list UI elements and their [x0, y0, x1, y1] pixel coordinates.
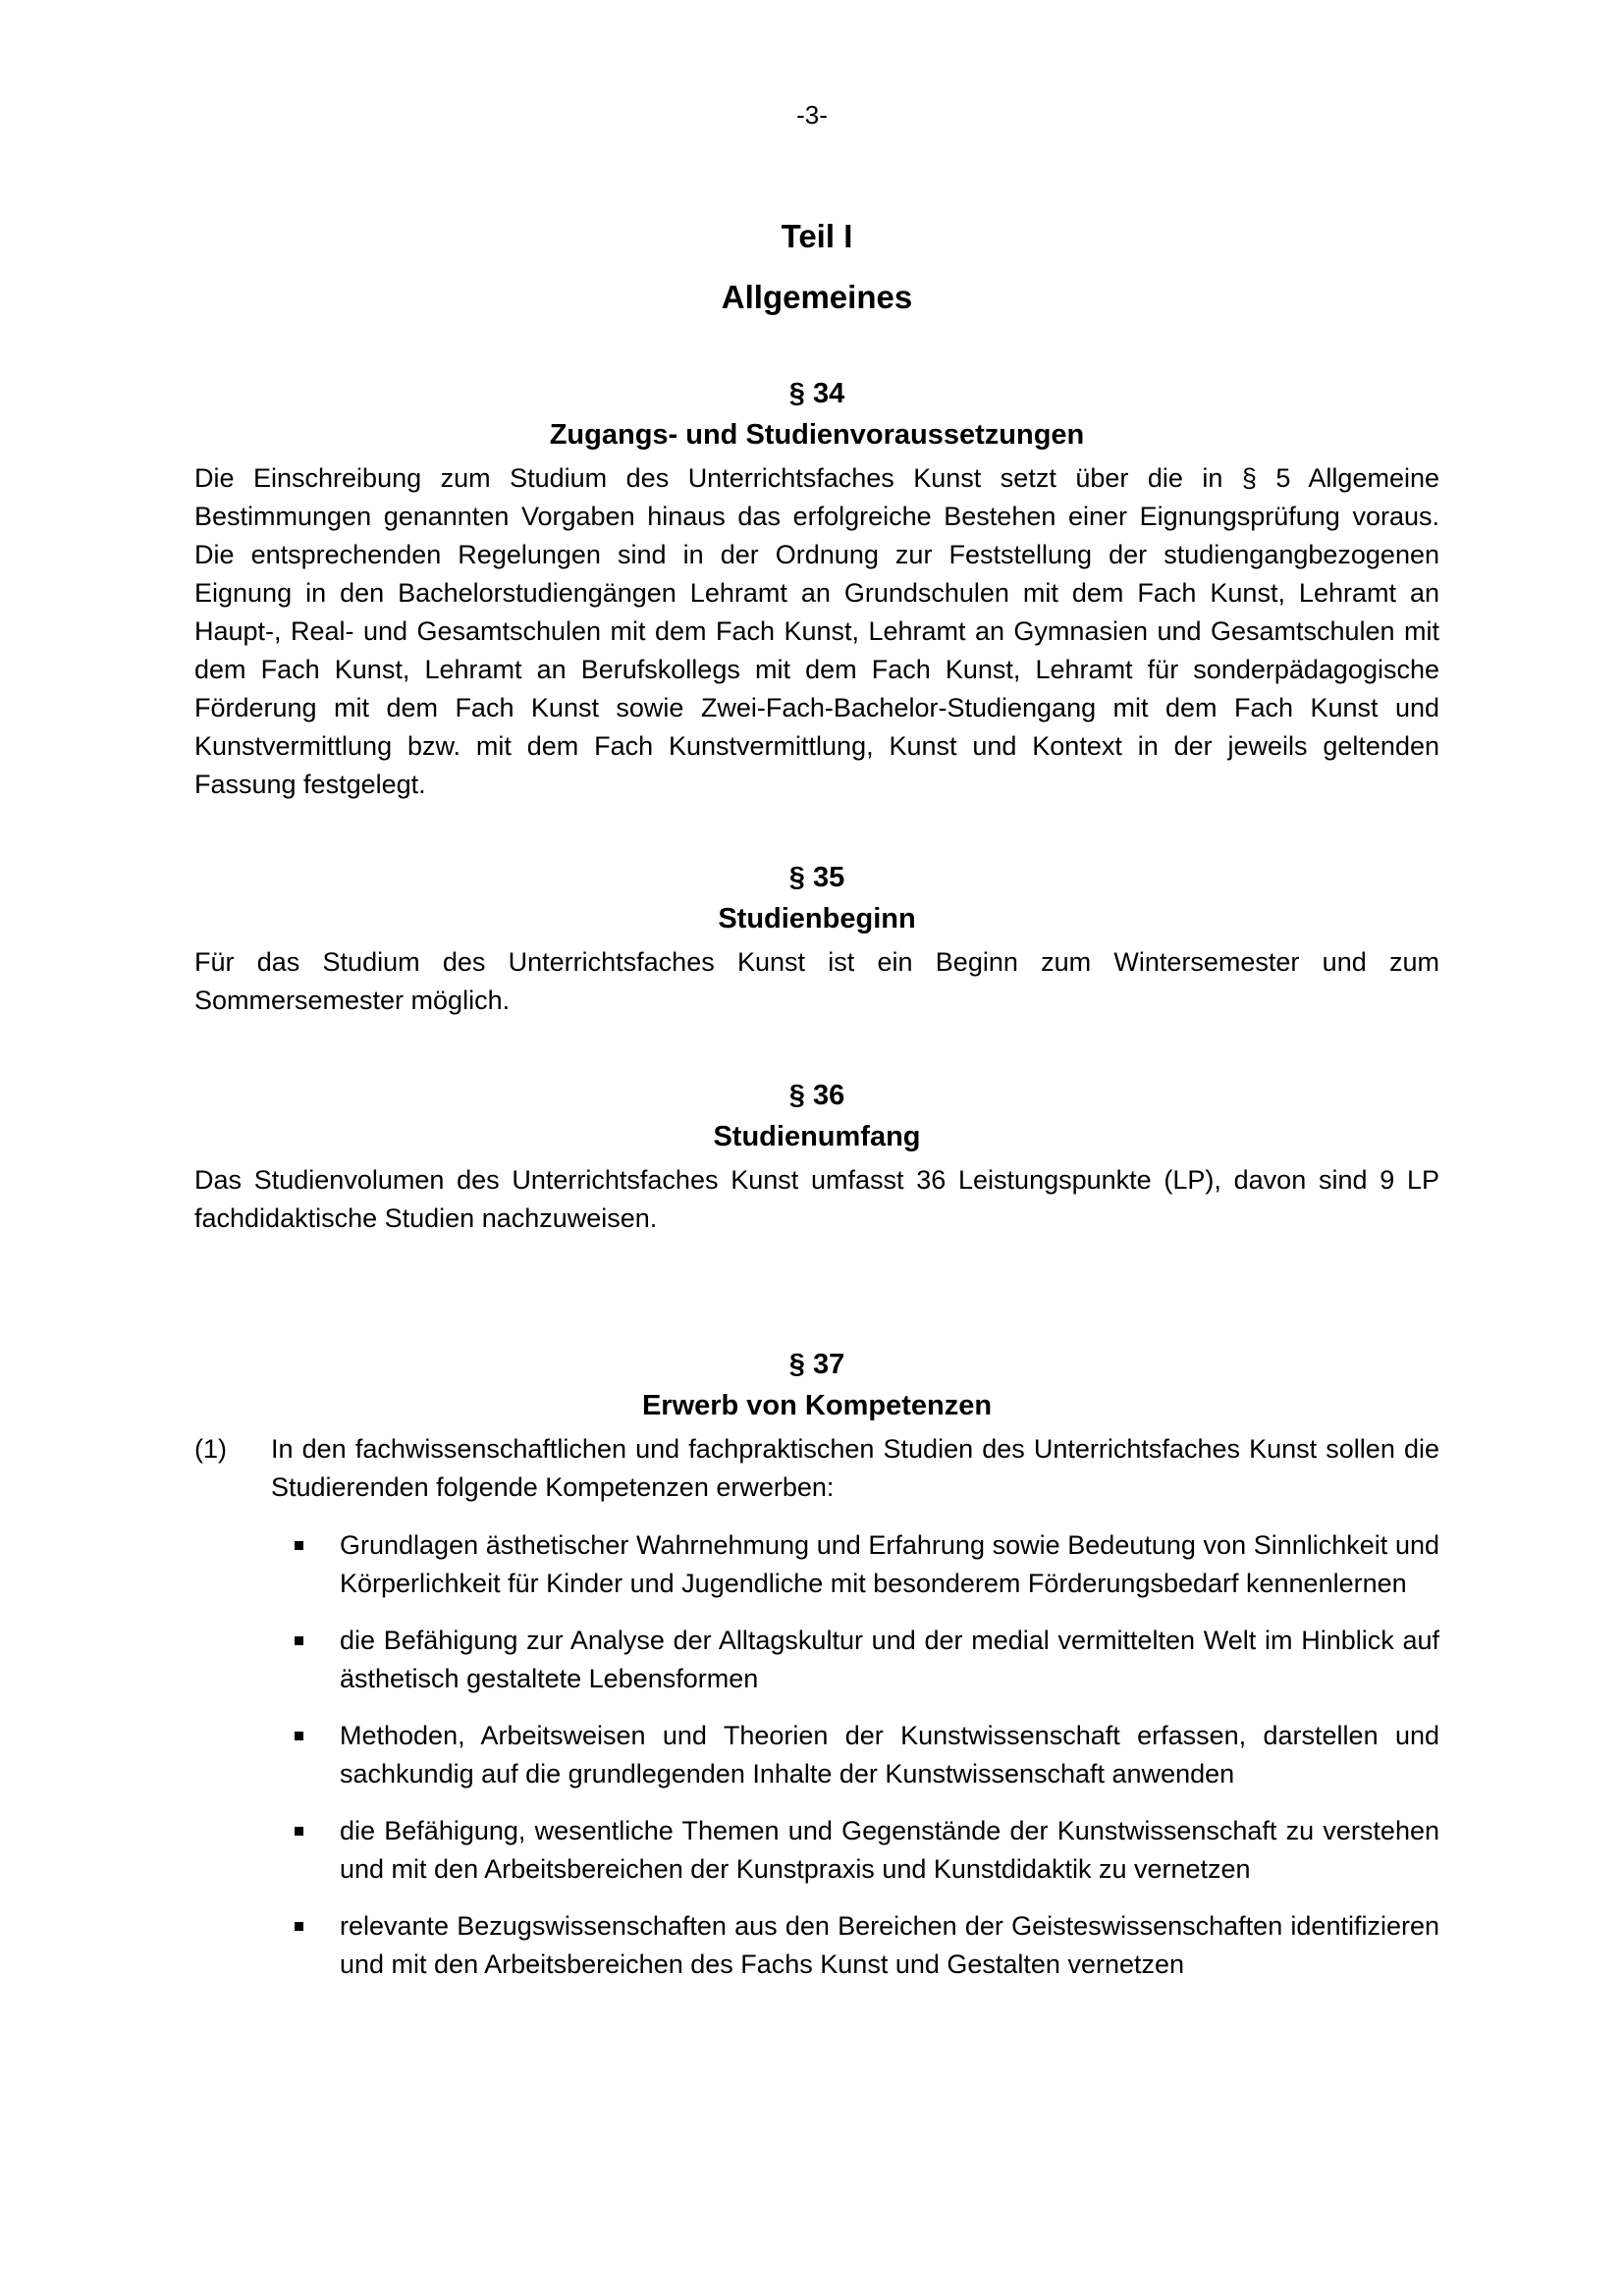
section-34	[194, 373, 1439, 804]
section-title: Erwerb von Kompetenzen	[641, 1390, 993, 1421]
section-35	[194, 857, 1439, 1020]
section-36	[194, 1075, 1439, 1238]
section-number: § 37	[788, 1349, 845, 1380]
part-subtitle: Allgemeines	[721, 279, 913, 315]
square-bullet-icon	[295, 1636, 303, 1645]
list-item-text: relevante Bezugswissenschaften aus den Bereichen der Geisteswissenschaften identifizieren und mit den Arbeitsbereichen des Fachs Kunst und Gestalten vernetzen	[340, 1911, 1439, 1979]
section-title: Studienbeginn	[718, 903, 916, 934]
section-paragraph: Die Einschreibung zum Studium des Unterrichtsfaches Kunst setzt über die in § 5 Allgemeine Bestimmungen genannten Vorgaben hinaus das erfolgreiche Bestehen einer Eignungsprüfung voraus. Die entsprechenden Regelungen sind in der Ordnung zur Feststellung der studiengangbezogenen Eignung in den Bachelorstudiengängen Lehramt an Grundschulen mit dem Fach Kunst, Lehramt an Haupt-, Real- und Gesamtschulen mit dem Fach Kunst, Lehramt an Gymnasien und Gesamtschulen mit dem Fach Kunst, Lehramt an Berufskollegs mit dem Fach Kunst, Lehramt für sonderpädagogische Förderung mit dem Fach Kunst sowie Zwei-Fach-Bachelor-Studiengang mit dem Fach Kunst und Kunstvermittlung bzw. mit dem Fach Kunstvermittlung, Kunst und Kontext in der jeweils geltenden Fassung festgelegt.	[194, 463, 1439, 799]
square-bullet-icon	[295, 1541, 303, 1550]
list-item-text: Grundlagen ästhetischer Wahrnehmung und Erfahrung sowie Bedeutung von Sinnlichkeit und Körperlichkeit für Kinder und Jugendliche mit besonderem Förderungsbedarf kennenlernen	[340, 1530, 1439, 1598]
section-paragraph: Für das Studium des Unterrichtsfaches Kunst ist ein Beginn zum Wintersemester und zum Sommersemester möglich.	[194, 947, 1439, 1015]
list-item-text: die Befähigung zur Analyse der Alltagskultur und der medial vermittelten Welt im Hinblick auf ästhetisch gestaltete Lebensformen	[340, 1626, 1439, 1693]
document-content	[194, 206, 1439, 2002]
section-number: § 35	[788, 862, 845, 893]
section-number: § 36	[788, 1080, 845, 1111]
page-number: -3-	[796, 100, 828, 130]
section-paragraph: Das Studienvolumen des Unterrichtsfaches Kunst umfasst 36 Leistungspunkte (LP), davon sind 9 LP fachdidaktische Studien nachzuweisen.	[194, 1165, 1439, 1233]
square-bullet-icon	[295, 1732, 303, 1740]
square-bullet-icon	[295, 1827, 303, 1836]
competence-list	[194, 1526, 1439, 1984]
list-item-text: Methoden, Arbeitsweisen und Theorien der Kunstwissenschaft erfassen, darstellen und sachkundig auf die grundlegenden Inhalte der Kunstwissenschaft anwenden	[340, 1721, 1439, 1789]
section-title: Studienumfang	[713, 1121, 921, 1152]
list-item	[271, 1907, 1439, 1984]
list-item	[271, 1526, 1439, 1603]
section-37	[194, 1344, 1439, 1984]
list-item	[271, 1717, 1439, 1793]
paragraph-number: (1)	[194, 1434, 227, 1464]
list-item-text: die Befähigung, wesentliche Themen und Gegenstände der Kunstwissenschaft zu verstehen und mit den Arbeitsbereichen der Kunstpraxis und Kunstdidaktik zu vernetzen	[340, 1816, 1439, 1884]
section-number: § 34	[788, 378, 845, 409]
square-bullet-icon	[295, 1922, 303, 1931]
section-title: Zugangs- und Studienvoraussetzungen	[549, 419, 1085, 451]
part-title: Teil I	[781, 218, 853, 254]
paragraph-text: In den fachwissenschaftlichen und fachpraktischen Studien des Unterrichtsfaches Kunst sollen die Studierenden folgende Kompetenzen erwerben:	[271, 1434, 1439, 1502]
numbered-paragraph	[194, 1430, 1439, 1507]
list-item	[271, 1622, 1439, 1698]
list-item	[271, 1812, 1439, 1889]
